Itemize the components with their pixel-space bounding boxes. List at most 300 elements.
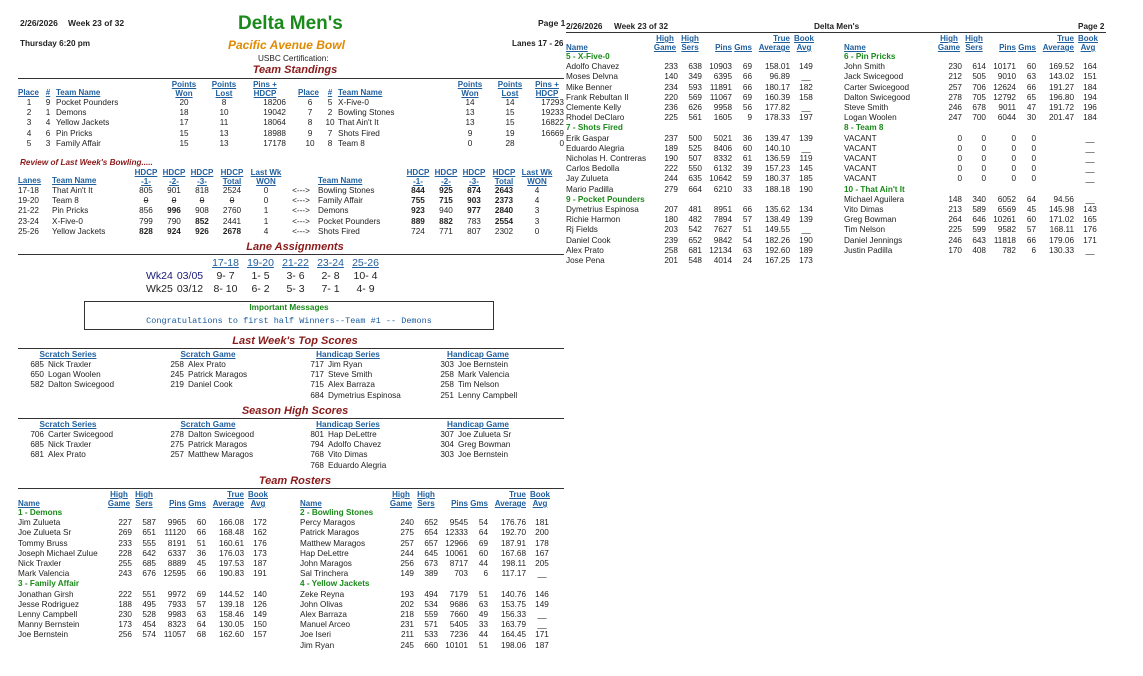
high-game: 257 [400,538,414,548]
high-series: 389 [424,569,438,579]
games: 59 [742,174,752,184]
high-game: 213 [948,205,962,215]
true-average: 188.18 [764,184,790,194]
score-value: 258 [440,380,454,390]
book-average: 187 [535,640,549,650]
player-name: Jim Ryan [300,640,335,650]
score: 790 [167,216,181,226]
player-row [844,236,1102,246]
score: 874 [467,186,481,195]
roster-table [300,490,554,651]
lanes: 21-22 [18,206,39,216]
bowler-name: Eduardo Alegria [328,460,387,470]
book-average: 196 [1083,103,1097,113]
player-name: VACANT [844,164,877,174]
matchup: 8- 10 [213,283,238,295]
lane-divider [18,254,564,255]
true-average: 164.45 [500,630,526,640]
high-series: 657 [424,538,438,548]
won: 4 [263,226,269,236]
team-name: Pin Pricks [52,206,89,216]
team-name: Demons [56,108,87,118]
book-average: 190 [799,235,813,245]
player-name: Joe Iseri [300,630,331,640]
roster-page2-left [566,34,818,266]
points-lost: 19 [505,128,515,138]
team-name: Team 8 [338,138,365,148]
book-average: 149 [799,62,813,72]
lane-pair: 23-24 [317,257,344,269]
score: 940 [439,206,453,216]
col-pins: Pins [999,43,1016,52]
week-date: 03/05 [176,270,204,282]
high-game: 203 [664,225,678,235]
player-name: Zeke Reyna [300,589,345,599]
matchup: 9- 7 [216,270,235,282]
true-average: 135.62 [764,205,790,215]
true-average: 149.55 [764,225,790,235]
score: 2678 [222,226,242,236]
player-name: Joseph Michael Zulue [18,548,98,558]
high-series: 528 [142,610,156,620]
score-entry [428,440,558,450]
player-row [566,103,818,113]
col-total: HDCP Total [492,168,516,186]
col-book: Book Avg [1078,34,1098,52]
col-hs: High Sers [417,490,435,508]
standings-title: Team Standings [252,64,338,76]
true-average: 158.46 [218,610,244,620]
high-series: 705 [972,92,986,102]
player-name: John Smith [844,62,885,72]
score-column [18,420,158,461]
book-average: __ [1085,164,1095,174]
lanes: 17-18 [18,186,39,195]
games: 44 [478,559,488,569]
col-num: # [327,87,333,97]
player-name: Alex Barraza [300,610,347,620]
true-average: 156.33 [500,610,526,620]
pins: 9842 [713,235,732,245]
player-row [300,641,554,651]
games: 61 [742,154,752,164]
true-average: 198.06 [500,640,526,650]
bowler-name: Joe Zulueta Sr [458,430,512,439]
page2-week: Week 23 of 32 [614,22,669,31]
games: 60 [742,143,752,153]
player-row [18,569,272,579]
high-series: 481 [688,205,702,215]
high-series: 534 [424,599,438,609]
player-name: Clemente Kelly [566,103,622,113]
score: 724 [411,226,425,236]
player-row [18,610,272,620]
games: 64 [196,620,206,630]
player-name: VACANT [844,143,877,153]
score-column [298,420,428,471]
bowler-name: Matthew Maragos [188,450,254,460]
pins: 6052 [997,194,1016,204]
high-series: 664 [688,184,702,194]
score: 844 [411,186,425,195]
book-average: 151 [1083,72,1097,82]
high-series: 614 [972,62,986,72]
bowler-name: Hap DeLettre [328,430,377,439]
points-lost: 11 [219,118,229,128]
player-row [844,205,1102,215]
high-game: 0 [957,164,962,174]
book-average: __ [801,143,811,153]
player-name: VACANT [844,174,877,184]
team-heading-row [566,123,818,133]
roster-table [18,490,272,641]
true-average: 190.83 [218,569,244,579]
score-col-title: Handicap Series [316,350,380,359]
games: 30 [1026,113,1036,123]
high-game: 258 [664,245,678,255]
player-row [300,549,554,559]
pins-hdcp: 16822 [541,118,564,128]
high-series: 599 [972,225,986,235]
pins-hdcp: 17293 [541,98,564,107]
player-name: Joe Zulueta Sr [18,528,72,538]
col-hdcp: Pins + HDCP [535,80,559,98]
true-average: 130.05 [218,620,244,630]
place: 8 [307,118,313,128]
score: 2302 [494,226,514,236]
roster-header-row [18,490,272,508]
page1-page-label: Page 1 [538,18,566,28]
high-game: 233 [664,62,678,72]
points-lost: 14 [505,98,515,107]
week-date: 03/12 [176,283,204,295]
team-heading-row [300,579,554,589]
high-series: 0 [981,143,986,153]
points-won: 13 [465,108,475,118]
bowler-name: Joe Bernstein [458,360,509,369]
high-series: 652 [424,518,438,528]
high-series: 548 [688,256,702,266]
score-col-title: Scratch Game [180,420,236,429]
lastweek-title: Last Week's Top Scores [232,335,358,347]
team-num: 5 [327,98,333,107]
player-name: Matthew Maragos [300,538,366,548]
book-average: 182 [799,82,813,92]
score-column [158,420,298,461]
score-entry [298,461,428,471]
pins: 9686 [449,599,468,609]
high-series: 587 [142,518,156,528]
pins: 12333 [445,528,468,538]
pins: 10101 [445,640,468,650]
week: Wk25 [146,283,173,295]
player-row [18,518,272,528]
player-row [566,225,818,235]
true-average: 139.47 [764,133,790,143]
player-row [844,246,1102,256]
won: 1 [263,206,269,216]
points-won: 20 [179,98,189,107]
games: 0 [1031,143,1036,153]
pins: 782 [1002,245,1016,255]
player-row [18,539,272,549]
score-entry [298,440,428,450]
true-average: 187.91 [500,538,526,548]
col-team2: Team Name [318,175,363,185]
book-average: __ [1085,133,1095,143]
roster-page1-right [300,490,554,651]
lastweek-divider [18,348,564,349]
true-average: 144.52 [218,589,244,599]
true-average [1036,154,1074,164]
place: 6 [307,98,313,107]
team-heading-row [18,508,272,518]
book-average: 205 [535,559,549,569]
book-average: 149 [535,599,549,609]
player-row [844,144,1102,154]
player-name: Erik Gaspar [566,133,610,143]
high-game: 220 [664,92,678,102]
high-series: 507 [688,154,702,164]
player-name: Michael Aguilera [844,194,905,204]
page2-date: 2/26/2026 [566,22,603,31]
pins: 10171 [993,62,1016,72]
pins: 4014 [713,256,732,266]
team-num: 9 [45,98,51,107]
team-num: 1 [45,108,51,118]
book-average: 149 [253,610,267,620]
high-series: 542 [688,225,702,235]
versus-arrow: <---> [292,186,310,195]
high-game: 212 [948,72,962,82]
games: 36 [742,133,752,143]
bowler-name: Alex Prato [48,450,86,460]
points-won: 9 [467,128,473,138]
team-heading: 7 - Shots Fired [566,123,623,133]
player-row [18,600,272,610]
score-entry [158,450,298,460]
score: 799 [139,216,153,226]
player-row [300,620,554,630]
high-series: 643 [972,235,986,245]
player-row [18,559,272,569]
pins: 12966 [445,538,468,548]
col-total: HDCP Total [220,168,244,186]
score-entry [428,391,558,401]
bowler-name: Vito Dimas [328,450,368,460]
book-average: 184 [1083,82,1097,92]
player-row [300,610,554,620]
col-hg: High Game [653,34,677,52]
high-series: 0 [981,164,986,174]
high-series: 559 [424,610,438,620]
score-column [428,420,558,461]
col-g1: HDCP -1- [406,168,430,186]
games: 69 [742,62,752,72]
points-won: 15 [179,128,189,138]
high-series: 654 [424,528,438,538]
team-heading: 2 - Bowling Stones [300,508,374,517]
review-title: Review of Last Week's Bowling..... [20,158,153,167]
score-entry [18,450,158,460]
pins-hdcp: 19042 [263,108,286,118]
true-average [1036,134,1074,144]
lanes: 23-24 [18,216,39,226]
score-entry [428,430,558,440]
true-average: 140.76 [500,589,526,599]
true-average: 168.48 [218,528,244,538]
player-row [566,256,818,266]
matchup: 5- 3 [286,283,305,295]
games: 0 [1031,154,1036,164]
bowler-name: Carter Swicegood [48,430,114,439]
standings-row [298,129,564,139]
score-entry [428,360,558,370]
true-average: 163.79 [500,620,526,630]
pins: 12624 [993,82,1016,92]
score-value: 685 [30,440,44,450]
high-series: 574 [142,630,156,640]
player-row [300,569,554,579]
score: 818 [195,186,209,195]
col-lanes: Lanes [18,175,42,185]
book-average: 173 [799,256,813,266]
player-name: Frank Rebultan II [566,92,629,102]
book-average: 200 [535,528,549,538]
standings-row [298,108,564,118]
high-series: 706 [972,82,986,92]
true-average: 191.27 [1048,82,1074,92]
team-num: 4 [45,118,51,128]
games: 69 [478,538,488,548]
player-name: VACANT [844,133,877,143]
book-average: 167 [535,548,549,558]
pins: 9011 [998,103,1016,113]
team-heading: 3 - Family Affair [18,579,80,589]
team-heading: 8 - Team 8 [844,123,884,133]
lanes: 25-26 [18,226,39,236]
games: 49 [478,610,488,620]
bowler-name: Mark Valencia [458,370,510,380]
pins-hdcp: 18064 [263,118,286,128]
col-avg: True Average [494,490,526,508]
score-value: 681 [30,450,44,460]
points-won: 0 [467,138,473,148]
page1-day-time: Thursday 6:20 pm [20,39,91,48]
score-value: 275 [170,440,184,450]
team-name: Bowling Stones [318,186,375,195]
col-book: Book Avg [794,34,814,52]
col-avg: True Average [1042,34,1074,52]
high-series: 660 [424,640,438,650]
points-lost: 28 [505,138,515,148]
pins: 9972 [167,589,186,599]
player-row [844,62,1102,72]
score-entry [298,380,428,390]
high-game: 243 [118,569,132,579]
messages-title: Important Messages [249,303,329,312]
high-series: 681 [688,245,702,255]
col-avg: True Average [758,34,790,52]
pins-hdcp: 0 [559,138,564,148]
score-value: 717 [310,360,324,369]
player-name: Sal Trinchera [300,569,349,579]
standings-row [18,108,286,118]
points-won: 14 [465,98,475,107]
player-name: Jesse Rodriguez [18,599,79,609]
high-game: 233 [118,538,132,548]
score-col-title: Handicap Game [447,420,509,429]
pins: 9545 [449,518,468,528]
pins: 8717 [449,559,468,569]
standings-row [18,129,286,139]
player-name: Logan Woolen [844,113,897,123]
points-won: 13 [465,118,475,128]
true-average [1036,174,1074,184]
score-entry [298,450,428,460]
score-value: 685 [30,360,44,369]
score-value: 768 [310,460,324,470]
player-name: Tim Nelson [844,225,886,235]
high-game: 0 [957,154,962,164]
high-series: 652 [688,235,702,245]
col-name: Name [844,43,866,52]
player-row [844,93,1102,103]
true-average: 162.60 [218,630,244,640]
true-average [1036,144,1074,154]
team-heading-row [566,195,818,205]
team-name: Pin Pricks [56,128,93,138]
player-name: Carlos Bedolla [566,164,620,174]
high-game: 0 [957,174,962,184]
team-heading: 5 - X-Five-0 [566,52,610,61]
high-game: 255 [118,559,132,569]
score-col-title: Scratch Series [39,350,97,359]
games: 66 [742,205,752,215]
col-num: # [45,87,51,97]
score-value: 278 [170,430,184,439]
place: 9 [307,128,313,138]
team-num: 7 [327,128,333,138]
col-hs: High Sers [135,490,153,508]
page1-lanes: Lanes 17 - 26 [512,39,564,48]
bowler-name: Daniel Cook [188,380,233,390]
book-average: __ [1085,174,1095,184]
score-value: 794 [310,440,324,450]
score-value: 245 [170,370,184,380]
week-label [146,270,208,283]
pins: 12595 [163,569,186,579]
true-average: 130.33 [1048,245,1074,255]
pins: 7236 [449,630,468,640]
score: 807 [467,226,481,236]
pins: 6569 [997,205,1016,215]
team-name: Yellow Jackets [56,118,110,128]
pins: 8406 [713,143,732,153]
matchup: 2- 8 [321,270,340,282]
team-name: X-Five-0 [338,98,369,107]
points-lost: 8 [221,98,227,107]
player-name: Justin Padilla [844,245,893,255]
games: 9 [747,113,752,123]
bowler-name: Patrick Maragos [188,370,248,380]
high-series: 349 [688,72,702,82]
team-name: Family Affair [318,196,363,206]
games: 68 [196,630,206,640]
score-col-title: Scratch Series [39,420,97,429]
matchup: 10- 4 [353,270,378,282]
matchup: 3- 6 [286,270,305,282]
